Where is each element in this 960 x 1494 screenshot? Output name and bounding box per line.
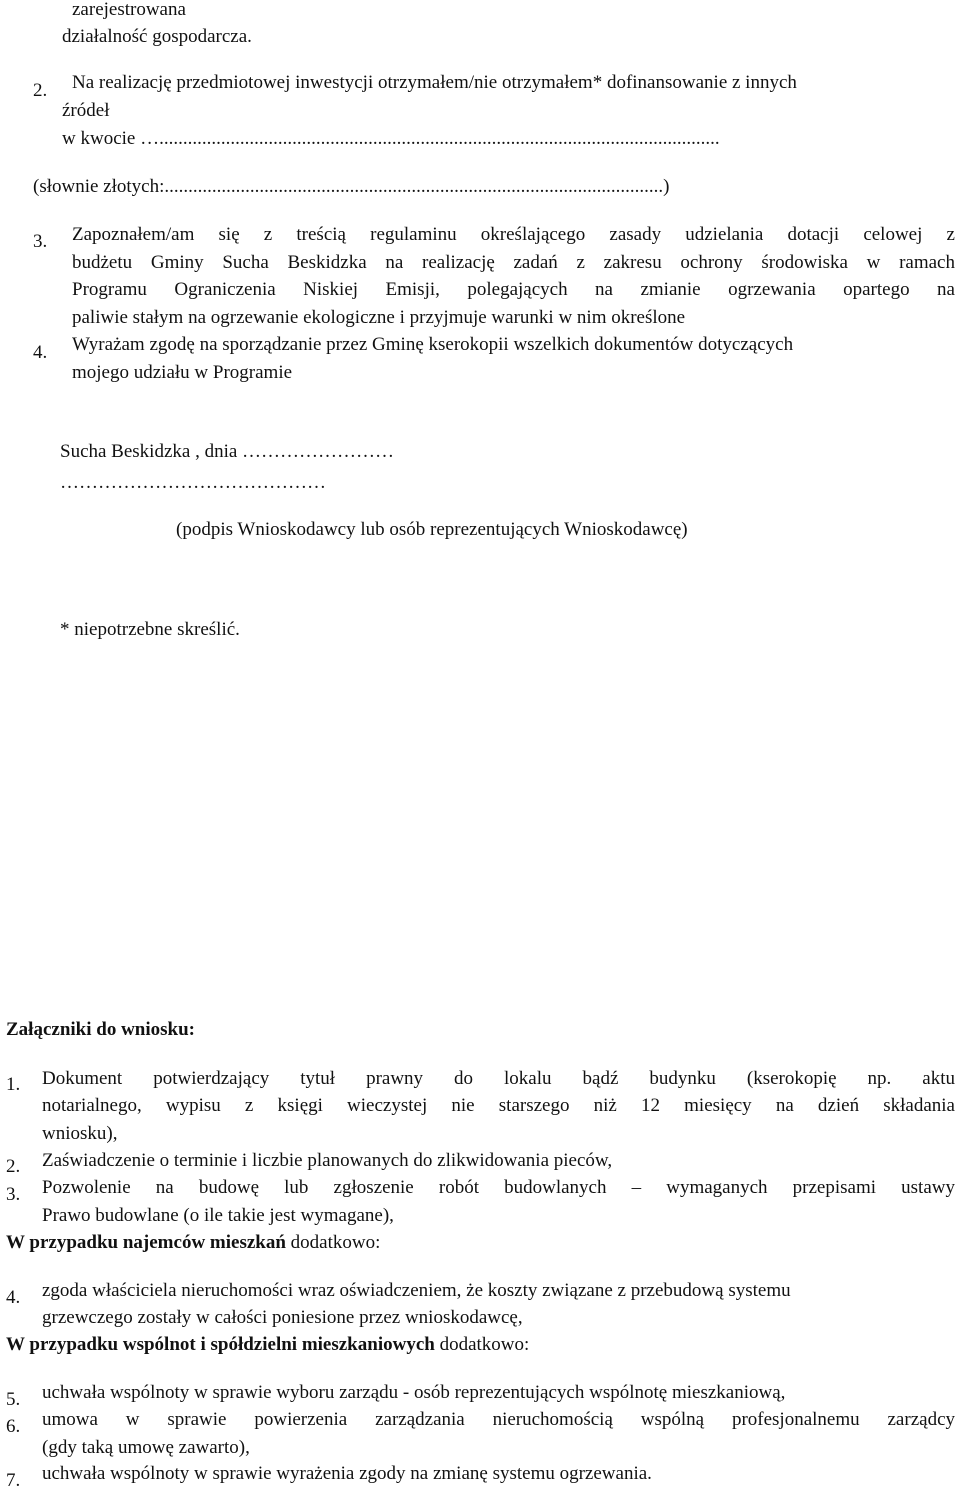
community-heading-rest: dodatkowo: — [434, 1334, 530, 1355]
declaration-3-number: 3. — [33, 231, 48, 252]
tenants-heading — [6, 1230, 380, 1256]
declaration-3-line-4: paliwie stałym na ogrzewanie ekologiczne i przyjmuje warunki w nim określone — [72, 307, 686, 328]
declaration-2-line-1: Na realizację przedmiotowej inwestycji otrzymałem/nie otrzymałem* dofinansowanie z innych — [72, 72, 797, 93]
attachment-2-number: 2. — [6, 1156, 21, 1177]
declaration-3-line-1: Zapoznałem/am się z treścią regulaminu określającego zasady udzielania dotacji celowej z — [72, 224, 955, 245]
community-heading-bold: W przypadku wspólnot i spółdzielni mieszkaniowych — [6, 1334, 435, 1355]
attachment-1-line-3: wniosku), — [42, 1123, 118, 1144]
attachment-3-line-2: Prawo budowlane (o ile takie jest wymagane), — [42, 1205, 394, 1226]
tenants-heading-rest: dodatkowo: — [285, 1232, 381, 1253]
declaration-2-line-2: źródeł — [62, 100, 110, 121]
place-and-date: Sucha Beskidzka , dnia …………………… — [60, 441, 395, 462]
attachments-heading: Załączniki do wniosku: — [6, 1019, 195, 1040]
attachment-7-number: 7. — [6, 1470, 21, 1491]
attachment-4-number: 4. — [6, 1287, 21, 1308]
attachment-1-number: 1. — [6, 1074, 21, 1095]
declaration-4-line-2: mojego udziału w Programie — [72, 362, 293, 383]
attachment-5-number: 5. — [6, 1389, 21, 1410]
declaration-4-number: 4. — [33, 342, 48, 363]
attachment-1-line-2: notarialnego, wypisu z księgi wieczystej nie starszego niż 12 miesięcy na dzień składania — [42, 1095, 955, 1116]
attachment-4-line-1: zgoda właściciela nieruchomości wraz oświadczeniem, że koszty związane z przebudową systemu — [42, 1280, 791, 1301]
attachment-3-line-1: Pozwolenie na budowę lub zgłoszenie robót budowlanych – wymaganych przepisami ustawy — [42, 1177, 955, 1198]
footnote: * niepotrzebne skreślić. — [60, 619, 240, 640]
attachment-5-line-1: uchwała wspólnoty w sprawie wyboru zarządu - osób reprezentujących wspólnotę mieszkaniową, — [42, 1382, 786, 1403]
attachment-7-line-1: uchwała wspólnoty w sprawie wyrażenia zgody na zmianę systemu ogrzewania. — [42, 1463, 652, 1484]
declaration-3-line-3: Programu Ograniczenia Niskiej Emisji, polegających na zmianie ogrzewania opartego na — [72, 279, 955, 300]
declaration-4-line-1: Wyrażam zgodę na sporządzanie przez Gminę kserokopii wszelkich dokumentów dotyczących — [72, 334, 794, 355]
declaration-2-amount-words: (słownie złotych:.........................................................................................................) — [33, 176, 670, 197]
declaration-3-line-2: budżetu Gminy Sucha Beskidzka na realizację zadań z zakresu ochrony środowiska w ramach — [72, 252, 955, 273]
fragment-line-1: zarejestrowana — [72, 0, 186, 20]
fragment-line-2: działalność gospodarcza. — [62, 26, 252, 47]
attachment-6-number: 6. — [6, 1416, 21, 1437]
declaration-2-number: 2. — [33, 80, 48, 101]
community-heading — [6, 1332, 529, 1358]
attachment-3-number: 3. — [6, 1184, 21, 1205]
attachment-1-line-1: Dokument potwierdzający tytuł prawny do lokalu bądź budynku (kserokopię np. aktu — [42, 1068, 955, 1089]
signature-line: …………………………………… — [60, 472, 326, 493]
attachment-6-line-2: (gdy taką umowę zawarto), — [42, 1437, 250, 1458]
attachment-2-line-1: Zaświadczenie o terminie i liczbie planowanych do zlikwidowania pieców, — [42, 1150, 613, 1171]
declaration-2-amount-line: w kwocie …...................................................................................................................... — [62, 128, 720, 149]
tenants-heading-bold: W przypadku najemców mieszkań — [6, 1232, 286, 1253]
attachment-6-line-1: umowa w sprawie powierzenia zarządzania nieruchomością wspólną profesjonalnemu zarządcy — [42, 1409, 955, 1430]
signature-caption: (podpis Wnioskodawcy lub osób reprezentujących Wnioskodawcę) — [176, 519, 688, 540]
attachment-4-line-2: grzewczego zostały w całości poniesione przez wnioskodawcę, — [42, 1307, 523, 1328]
